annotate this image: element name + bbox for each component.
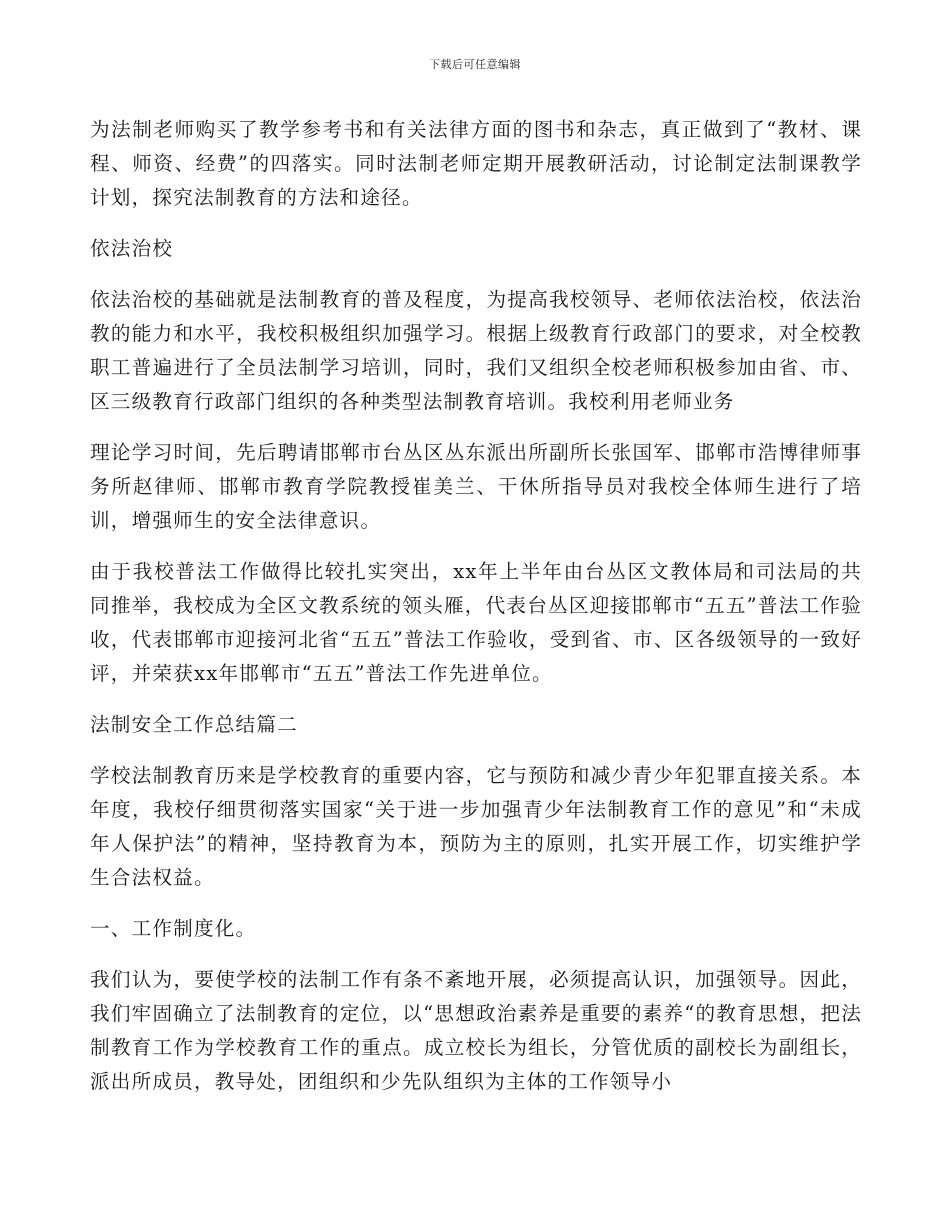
paragraph-3: 理论学习时间，先后聘请邯郸市台丛区丛东派出所副所长张国军、邯郸市浩博律师事务所赵律师、邯郸市教育学院教授崔美兰、干休所指导员对我校全体师生进行了培训，增强师生的安全法律意识。 — [90, 441, 862, 532]
page-header: 下载后可任意编辑 — [429, 58, 521, 71]
paragraph-4: 由于我校普法工作做得比较扎实突出，xx年上半年由台丛区文教体局和司法局的共同推举，我校成为全区文教系统的领头雁，代表台丛区迎接邯郸市“五五”普法工作验收，代表邯郸市迎接河北省“五五”普法工作验收，受到省、市、区各级领导的一致好评，并荣获xx年邯郸市“五五”普法工作先进单位。 — [90, 560, 862, 685]
document-body — [90, 113, 862, 1116]
paragraph-1: 为法制老师购买了教学参考书和有关法律方面的图书和杂志，真正做到了“教材、课程、师资、经费”的四落实。同时法制老师定期开展教研活动，讨论制定法制课教学计划，探究法制教育的方法和途径。 — [90, 118, 862, 209]
paragraph-2: 依法治校的基础就是法制教育的普及程度，为提高我校领导、老师依法治校，依法治教的能力和水平，我校积极组织加强学习。根据上级教育行政部门的要求，对全校教职工普遍进行了全员法制学习培训，同时，我们又组织全校老师积极参加由省、市、区三级教育行政部门组织的各种类型法制教育培训。我校利用老师业务 — [90, 288, 862, 413]
paragraph-5: 学校法制教育历来是学校教育的重要内容，它与预防和减少青少年犯罪直接关系。本年度，我校仔细贯彻落实国家“关于进一步加强青少年法制教育工作的意见”和“未成年人保护法”的精神，坚持教育为本，预防为主的原则，扎实开展工作，切实维护学生合法权益。 — [90, 764, 862, 889]
section-heading-yifazhixiao: 依法治校 — [90, 237, 174, 260]
section-heading-part-two: 法制安全工作总结篇二 — [90, 713, 298, 736]
paragraph-6: 我们认为，要使学校的法制工作有条不紊地开展，必须提高认识，加强领导。因此，我们牢固确立了法制教育的定位，以“思想政治素养是重要的素养“的教育思想，把法制教育工作为学校教育工作的重点。成立校长为组长，分管优质的副校长为副组长，派出所成员，教导处，团组织和少先队组织为主体的工作领导小 — [90, 968, 862, 1093]
section-heading-work-system: 一、工作制度化。 — [90, 917, 257, 940]
